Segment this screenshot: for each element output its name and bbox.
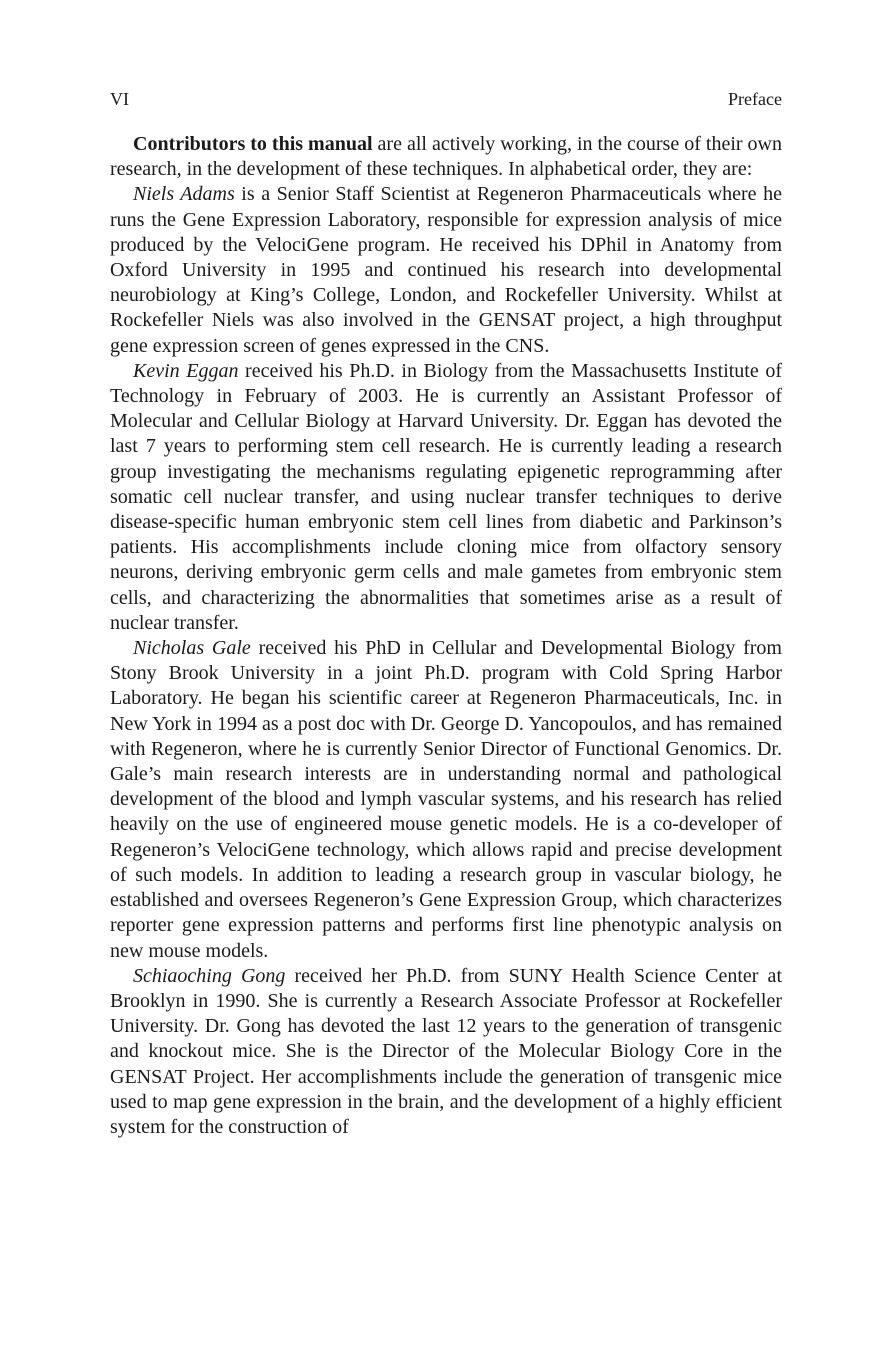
contributor-bio: received his Ph.D. in Biology from the Massachusetts Institute of Technology in February of 2003. He is currently an Assistant Professor of Molecular and Cellular Biology at Harvard University. Dr. Eggan has devoted the last 7 years to performing stem cell research. He is currently leading a research group investigating the mechanisms regulating epigenetic reprogramming after somatic cell nuclear transfer, and using nuclear transfer techniques to derive disease-specific human embryonic stem cell lines from diabetic and Parkinson’s patients. His accomplishments include cloning mice from olfactory sensory neurons, deriving embryonic germ cells and male gametes from embryonic stem cells, and characterizing the abnormalities that sometimes arise as a result of nuclear transfer.: [110, 359, 782, 634]
contributor-paragraph-adams: [110, 182, 782, 358]
contributor-name: Nicholas Gale: [133, 637, 251, 660]
contributor-paragraph-eggan: [110, 359, 782, 636]
intro-lead: Contributors to this manual: [133, 133, 373, 155]
contributor-bio: received his PhD in Cellular and Developmental Biology from Stony Brook University in a joint Ph.D. program with Cold Spring Harbor Laboratory. He began his scientific career at Regeneron Pharmaceuticals, Inc. in New York in 1994 as a post doc with Dr. George D. Yancopoulos, and has remained with Regeneron, where he is currently Senior Director of Functional Genomics. Dr. Gale’s main research interests are in understanding normal and pathological development of the blood and lymph vascular systems, and his research has relied heavily on the use of engineered mouse genetic models. He is a co-developer of Regeneron’s VelociGene technology, which allows rapid and precise development of such models. In addition to leading a research group in vascular biology, he established and oversees Regeneron’s Gene Expression Group, which characterizes reporter gene expression patterns and performs first line phenotypic analysis on new mouse models.: [110, 637, 782, 962]
contributor-paragraph-gale: [110, 636, 782, 964]
page-number: VI: [110, 89, 129, 109]
body-text: [110, 132, 782, 1140]
running-head: [110, 88, 782, 110]
contributor-bio: received her Ph.D. from SUNY Health Science Center at Brooklyn in 1990. She is currently a Research Associate Professor at Rockefeller University. Dr. Gong has devoted the last 12 years to the generation of transgenic and knockout mice. She is the Director of the Molecular Biology Core in the GENSAT Project. Her accomplishments include the generation of transgenic mice used to map gene expression in the brain, and the development of a highly efficient system for the construction of: [110, 964, 782, 1138]
section-title: Preface: [728, 89, 782, 109]
contributor-name: Schiaoching Gong: [133, 964, 286, 987]
intro-paragraph: [110, 132, 782, 182]
contributor-bio: is a Senior Staff Scientist at Regeneron Pharmaceuticals where he runs the Gene Expression Laboratory, responsible for expression analysis of mice produced by the VelociGene program. He received his DPhil in Anatomy from Oxford University in 1995 and continued his research into developmental neurobiology at King’s College, London, and Rockefeller University. Whilst at Rockefeller Niels was also involved in the GENSAT project, a high throughput gene expression screen of genes expressed in the CNS.: [110, 183, 782, 357]
contributor-name: Niels Adams: [133, 183, 235, 206]
contributor-name: Kevin Eggan: [133, 359, 239, 382]
intro-text: are all actively working, in the course of their own research, in the development of these techniques. In alphabetical order, they are:: [110, 133, 782, 181]
contributor-paragraph-gong: [110, 964, 782, 1140]
